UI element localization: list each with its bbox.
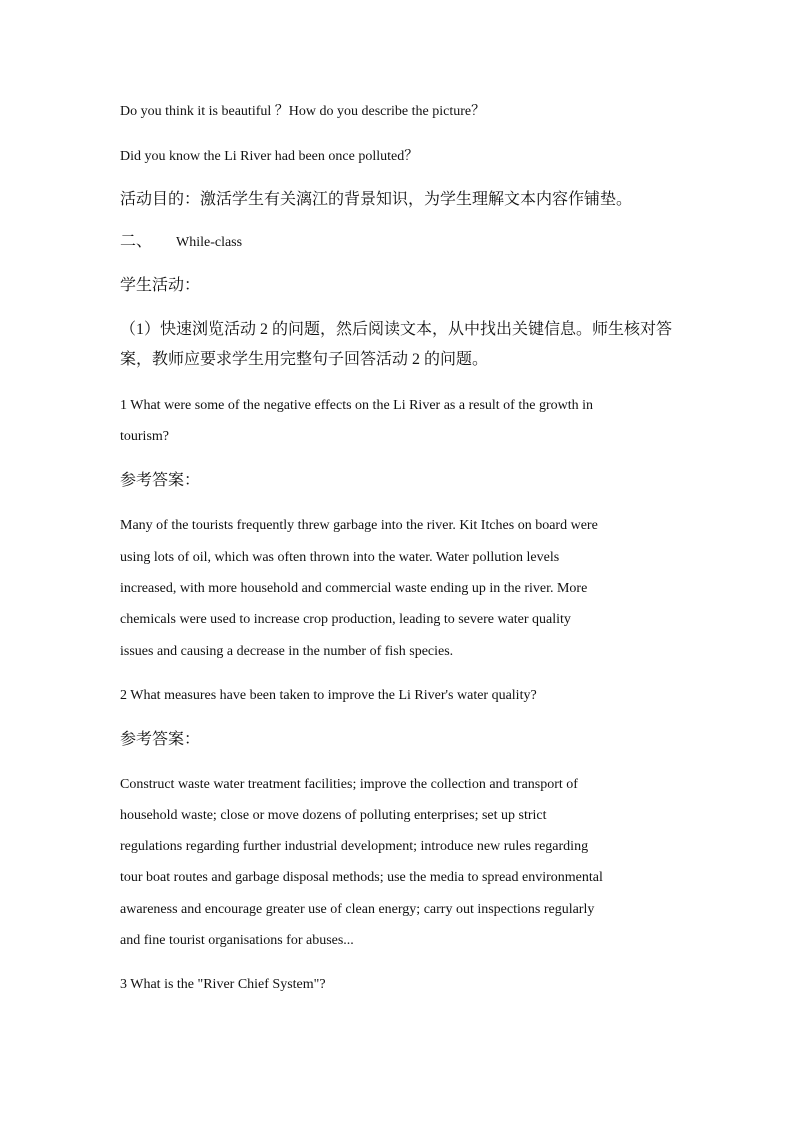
question-2: 2 What measures have been taken to improve the Li River's water quality?	[120, 688, 537, 703]
question-1-cont: tourism?	[120, 429, 169, 444]
reference-answer-label: 参考答案：	[120, 472, 201, 489]
question-1: 1 What were some of the negative effects on the Li River as a result of the growth in	[120, 398, 593, 413]
answer-1-line: increased, with more household and commercial waste ending up in the river. More	[120, 581, 588, 596]
section-title: While-class	[176, 235, 243, 250]
answer-1-line: issues and causing a decrease in the number of fish species.	[120, 644, 454, 659]
answer-2-line: and fine tourist organisations for abuses...	[120, 933, 354, 948]
answer-1-line: Many of the tourists frequently threw garbage into the river. Kit Itches on board were	[120, 518, 598, 533]
activity-purpose: 活动目的：激活学生有关漓江的背景知识，为学生理解文本内容作铺垫。	[120, 191, 633, 208]
reference-answer-label: 参考答案：	[120, 731, 201, 748]
student-activity-label: 学生活动：	[120, 277, 201, 294]
answer-2-line: regulations regarding further industrial development; introduce new rules regarding	[120, 839, 589, 854]
answer-1-line: using lots of oil, which was often thrown into the water. Water pollution levels	[120, 550, 560, 565]
question-beautiful: Do you think it is beautiful ？How do you describe the picture？	[120, 104, 486, 119]
instruction-line: （1）快速浏览活动 2 的问题，然后阅读文本，从中找出关键信息。师生核对答	[120, 321, 673, 338]
section-heading	[120, 233, 242, 252]
answer-2-line: Construct waste water treatment facilities; improve the collection and transport of	[120, 777, 578, 792]
question-3: 3 What is the "River Chief System"?	[120, 977, 326, 992]
answer-2-line: awareness and encourage greater use of clean energy; carry out inspections regularly	[120, 902, 595, 917]
answer-2-line: tour boat routes and garbage disposal methods; use the media to spread environmental	[120, 870, 603, 885]
question-polluted: Did you know the Li River had been once polluted？	[120, 149, 419, 164]
section-number: 二、	[120, 233, 153, 250]
instruction-line: 案，教师应要求学生用完整句子回答活动 2 的问题。	[120, 351, 489, 368]
answer-1-line: chemicals were used to increase crop production, leading to severe water quality	[120, 612, 571, 627]
answer-2-line: household waste; close or move dozens of polluting enterprises; set up strict	[120, 808, 547, 823]
